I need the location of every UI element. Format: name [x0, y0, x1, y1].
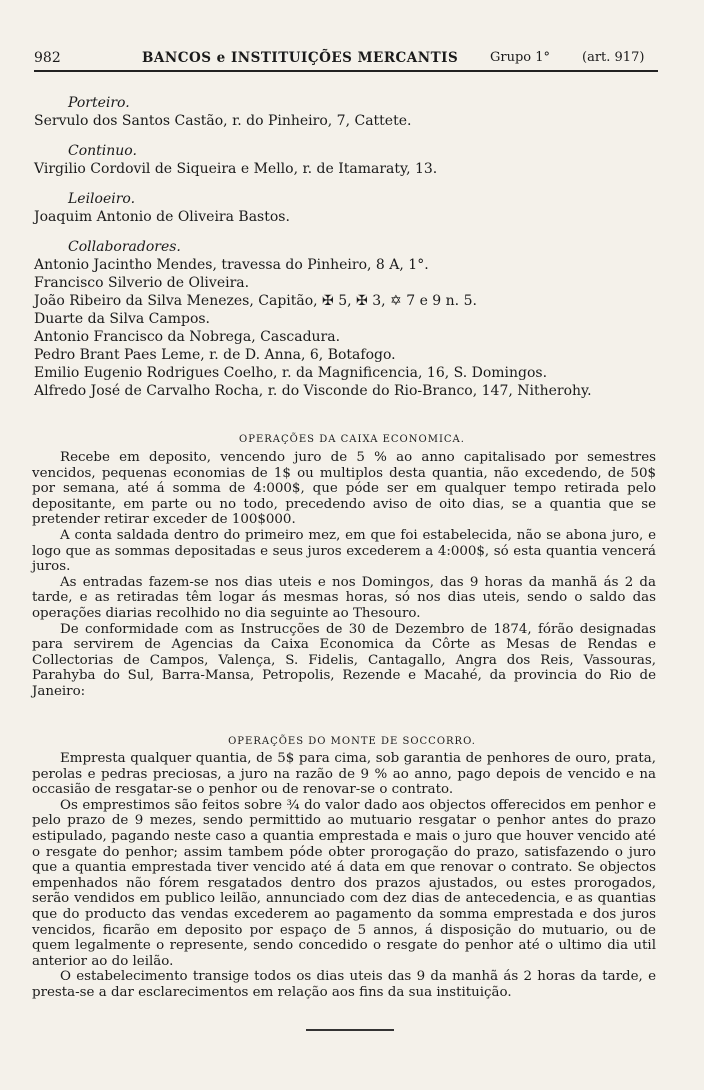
staff-entry: Virgilio Cordovil de Siqueira e Mello, r. de Itamaraty, 13. [34, 161, 438, 177]
staff-entry: Servulo dos Santos Castão, r. do Pinheiro, 7, Cattete. [34, 113, 412, 129]
section-body-caixa [32, 450, 656, 700]
staff-porteiro [34, 94, 674, 130]
section-heading-caixa: OPERAÇÕES DA CAIXA ECONOMICA. [239, 434, 465, 445]
staff-entry: Alfredo José de Carvalho Rocha, r. do Visconde do Rio-Branco, 147, Nitherohy. [34, 383, 592, 399]
paragraph: A conta saldada dentro do primeiro mez, em que foi estabelecida, não se abona juro, e logo que as sommas depositadas e seus juros excederem a 4:000$, só esta quantia vencerá juros. [32, 527, 656, 575]
staff-entry: João Ribeiro da Silva Menezes, Capitão, ✠ 5, ✠ 3, ✡ 7 e 9 n. 5. [34, 293, 477, 309]
end-rule [306, 1029, 394, 1031]
section-heading-monte: OPERAÇÕES DO MONTE DE SOCCORRO. [228, 736, 476, 747]
running-header [34, 48, 658, 68]
staff-leiloeiro [34, 190, 674, 226]
staff-continuo [34, 142, 674, 178]
header-rule [34, 70, 658, 72]
staff-entry: Francisco Silverio de Oliveira. [34, 275, 250, 291]
staff-entry: Emilio Eugenio Rodrigues Coelho, r. da Magnificencia, 16, S. Domingos. [34, 365, 548, 381]
page-number: 982 [34, 50, 61, 66]
paragraph: Os emprestimos são feitos sobre ¾ do valor dado aos objectos offerecidos em penhor e pelo prazo de 9 mezes, sendo permittido ao mutuario resgatar o penhor antes do prazo estipulado, pagando neste caso a quantia emprestada e mais o juro que houver vencido até o resgate do penhor; assim tambem póde obter prorogação do prazo, satisfazendo o juro que a quantia emprestada tiver vencido até á data em que renovar o contrato. Se objectos empenhados não fórem resgatados dentro dos prazos ajustados, ou estes prorogados, serão vendidos em publico leilão, annunciado com dez dias de antecedencia, e as quantias que do producto das vendas excederem ao pagamento da somma emprestada e dos juros vencidos, ficarão em deposito por espaço de 5 annos, á disposição do mutuario, ou de quem legalmente o represente, sendo concedido o resgate do penhor até o ultimo dia util anterior ao do leilão. [32, 797, 656, 969]
staff-entry: Joaquim Antonio de Oliveira Bastos. [34, 209, 290, 225]
paragraph: Empresta qualquer quantia, de 5$ para cima, sob garantia de penhores de ouro, prata, perolas e pedras preciosas, a juro na razão de 9 % ao anno, pago depois de vencido e na occasião de resgatar-se o penhor ou de renovar-se o contrato. [32, 751, 656, 798]
role-heading: Collaboradores. [68, 239, 181, 255]
header-title: BANCOS e INSTITUIÇÕES MERCANTIS [142, 50, 459, 66]
staff-entry: Antonio Jacintho Mendes, travessa do Pinheiro, 8 A, 1°. [34, 257, 429, 273]
section-body-monte [32, 751, 656, 1001]
paragraph: O estabelecimento transige todos os dias uteis das 9 da manhã ás 2 horas da tarde, e presta-se a dar esclarecimentos em relação aos fins da sua instituição. [32, 969, 656, 1000]
role-heading: Leiloeiro. [68, 191, 136, 207]
role-heading: Porteiro. [68, 95, 130, 111]
staff-collaboradores [34, 238, 674, 400]
header-group: Grupo 1° [490, 50, 551, 65]
role-heading: Continuo. [68, 143, 137, 159]
paragraph: As entradas fazem-se nos dias uteis e nos Domingos, das 9 horas da manhã ás 2 da tarde, e as retiradas têm logar ás mesmas horas, só nos dias uteis, sendo o saldo das operações diarias recolhido no dia seguinte ao Thesouro. [32, 574, 656, 621]
paragraph: Recebe em deposito, vencendo juro de 5 % ao anno capitalisado por semestres vencidos, pequenas economias de 1$ ou multiplos desta quantia, não excedendo, de 50$ por semana, até á somma de 4:000$, que póde ser em qualquer tempo retirada pelo depositante, em parte ou no todo, precedendo aviso de oito dias, se a quantia que se pretender retirar exceder de 100$000. [32, 450, 656, 528]
header-article: (art. 917) [582, 50, 645, 65]
staff-entry: Duarte da Silva Campos. [34, 311, 211, 327]
staff-entry: Antonio Francisco da Nobrega, Cascadura. [34, 329, 341, 345]
paragraph: De conformidade com as Instrucções de 30 de Dezembro de 1874, fórão designadas para servirem de Agencias da Caixa Economica da Côrte as Mesas de Rendas e Collectorias de Campos, Valença, S. Fidelis, Cantagallo, Angra dos Reis, Vassouras, Parahyba do Sul, Barra-Mansa, Petropolis, Rezende e Macahé, da provincia do Rio de Janeiro: [32, 621, 656, 699]
staff-entry: Pedro Brant Paes Leme, r. de D. Anna, 6, Botafogo. [34, 347, 396, 363]
